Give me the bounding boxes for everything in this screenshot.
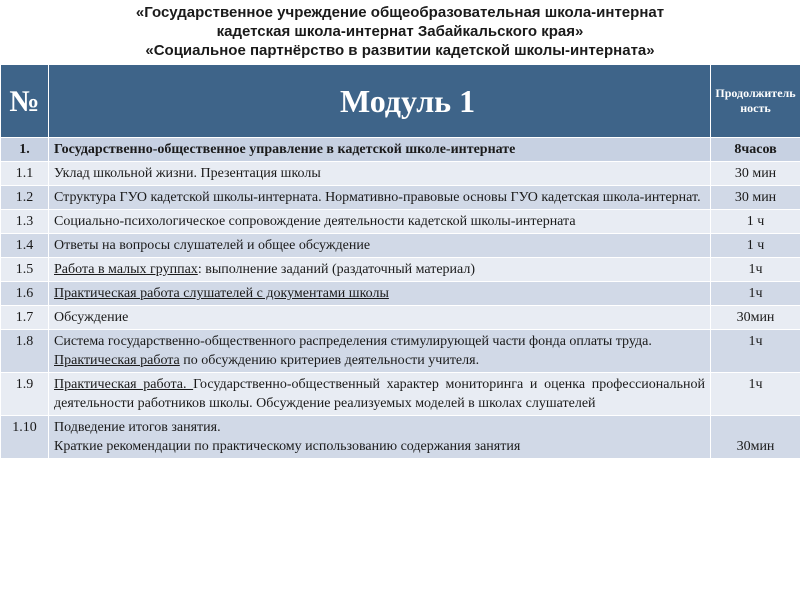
- row-duration: 30мин: [711, 306, 800, 330]
- row-number: 1.6: [1, 282, 49, 306]
- column-header-number: №: [1, 65, 49, 138]
- row-duration: 1ч: [711, 330, 800, 373]
- row-duration: 30 мин: [711, 162, 800, 186]
- row-text: Обсуждение: [49, 306, 711, 330]
- row-text-line-2: [54, 351, 705, 370]
- table-row: [1, 282, 800, 306]
- module-table: [0, 64, 800, 459]
- row-text: [49, 258, 711, 282]
- row-duration: 1ч: [711, 282, 800, 306]
- row-text-underlined: Практическая работа слушателей с документами школы: [54, 286, 389, 301]
- row-text-underlined: Практическая работа: [54, 353, 180, 368]
- table-row: [1, 138, 800, 162]
- row-number: 1.2: [1, 186, 49, 210]
- row-duration: 1ч: [711, 258, 800, 282]
- row-duration: 1 ч: [711, 234, 800, 258]
- row-duration: 1ч: [711, 373, 800, 416]
- row-text-rest: по обсуждению критериев деятельности учителя.: [179, 353, 480, 368]
- row-number: 1.7: [1, 306, 49, 330]
- table-row: [1, 373, 800, 416]
- table-row: [1, 210, 800, 234]
- slide-header: [0, 0, 800, 64]
- row-text-rest: : выполнение заданий (раздаточный материал): [197, 262, 476, 277]
- row-duration: 30мин: [711, 416, 800, 459]
- table-row: [1, 258, 800, 282]
- header-line-1: «Государственное учреждение общеобразовательная школа-интернат: [135, 4, 665, 21]
- table-header-row: [1, 65, 800, 138]
- row-number: 1.4: [1, 234, 49, 258]
- table-row: [1, 416, 800, 459]
- row-number: 1.9: [1, 373, 49, 416]
- table-row: [1, 330, 800, 373]
- row-text-line-1: Система государственно-общественного распределения стимулирующей части фонда оплаты труда.: [54, 334, 652, 349]
- column-header-module: Модуль 1: [49, 65, 711, 138]
- row-number: 1.: [1, 138, 49, 162]
- row-text: Социально-психологическое сопровождение деятельности кадетской школы-интерната: [49, 210, 711, 234]
- row-duration: 30 мин: [711, 186, 800, 210]
- row-text: [49, 330, 711, 373]
- row-number: 1.8: [1, 330, 49, 373]
- row-text: Уклад школьной жизни. Презентация школы: [49, 162, 711, 186]
- table-row: [1, 162, 800, 186]
- table-row: [1, 234, 800, 258]
- row-duration: 1 ч: [711, 210, 800, 234]
- row-duration: 8часов: [711, 138, 800, 162]
- row-text: [49, 282, 711, 306]
- row-text: [49, 416, 711, 459]
- table-row: [1, 306, 800, 330]
- row-text-line-1: Подведение итогов занятия.: [54, 420, 221, 435]
- row-number: 1.10: [1, 416, 49, 459]
- table-row: [1, 186, 800, 210]
- row-text: Государственно-общественное управление в кадетской школе-интернате: [49, 138, 711, 162]
- row-number: 1.1: [1, 162, 49, 186]
- row-text-line-2: Краткие рекомендации по практическому использованию содержания занятия: [54, 439, 521, 454]
- row-text: [49, 373, 711, 416]
- row-text: Структура ГУО кадетской школы-интерната. Нормативно-правовые основы ГУО кадетская школа-интернат.: [49, 186, 711, 210]
- row-text-underlined: Работа в малых группах: [54, 262, 198, 277]
- column-header-duration: Продолжительность: [711, 65, 800, 138]
- header-line-3: «Социальное партнёрство в развитии кадетской школы-интерната»: [145, 42, 655, 59]
- row-number: 1.5: [1, 258, 49, 282]
- row-number: 1.3: [1, 210, 49, 234]
- row-text-underlined: Практическая работа.: [54, 377, 194, 392]
- row-text-rest: Государственно-общественный характер мониторинга и оценка профессиональной деятельности работников школы. Обсуждение реализуемых моделей в школах слушателей: [54, 377, 705, 411]
- row-text: Ответы на вопросы слушателей и общее обсуждение: [49, 234, 711, 258]
- header-line-2: кадетская школа-интернат Забайкальского края»: [216, 23, 584, 40]
